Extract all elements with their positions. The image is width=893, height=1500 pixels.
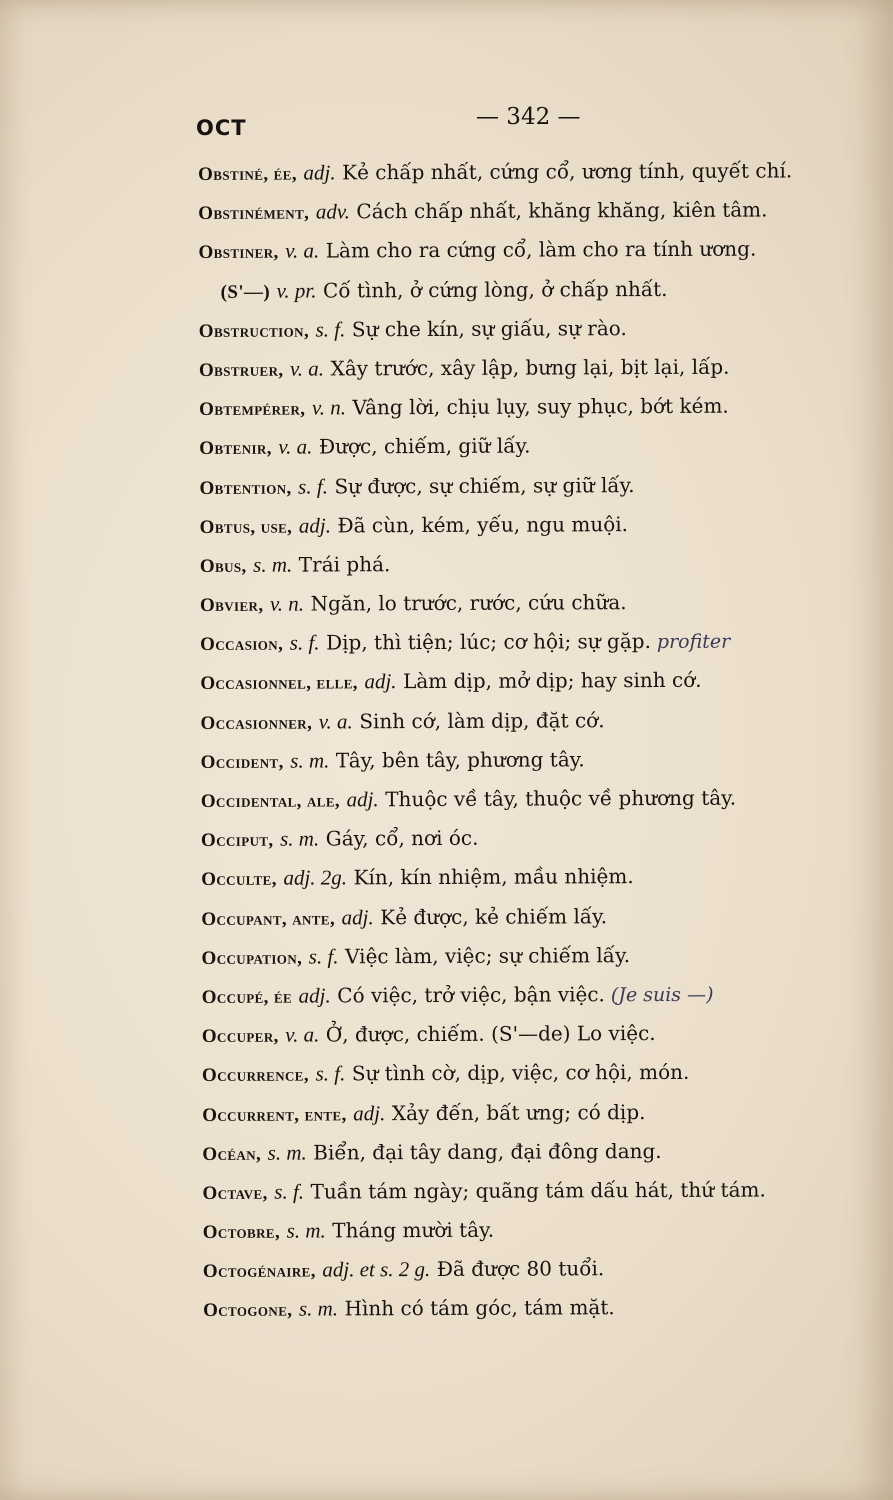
dictionary-entry bbox=[200, 621, 880, 663]
dictionary-entry bbox=[199, 308, 879, 350]
dictionary-entry bbox=[203, 1248, 883, 1290]
entry-grammar: s. f. bbox=[308, 944, 339, 969]
entry-grammar: adj. bbox=[298, 983, 331, 1008]
entry-definition: Có việc, trở việc, bận việc. bbox=[337, 982, 605, 1008]
entry-definition: Tây, bên tây, phương tây. bbox=[335, 747, 585, 773]
entry-headword: (S'—) bbox=[220, 281, 271, 303]
entry-grammar: s. f. bbox=[315, 1061, 346, 1086]
dictionary-entry bbox=[201, 856, 881, 898]
entry-grammar: v. a. bbox=[285, 238, 320, 263]
entry-grammar: v. a. bbox=[285, 1022, 320, 1047]
dictionary-entry bbox=[198, 151, 878, 193]
entry-definition: Sự tình cờ, dịp, việc, cơ hội, món. bbox=[351, 1060, 690, 1086]
entry-definition: Đã được 80 tuổi. bbox=[436, 1256, 605, 1282]
entry-definition: Kẻ được, kẻ chiếm lấy. bbox=[380, 903, 608, 929]
entry-headword: Obtus, use, bbox=[199, 516, 293, 538]
entry-headword: Obtempérer, bbox=[199, 398, 306, 421]
entry-definition: Sinh cớ, làm dịp, đặt cớ. bbox=[359, 707, 605, 733]
entry-definition: Xảy đến, bất ưng; có dịp. bbox=[391, 1099, 646, 1125]
entry-grammar: s. m. bbox=[298, 1296, 339, 1322]
dictionary-entry bbox=[200, 543, 880, 585]
entry-headword: Octobre, bbox=[202, 1221, 281, 1244]
dictionary-entry bbox=[198, 229, 878, 271]
page-number: — 342 — bbox=[476, 104, 581, 130]
dictionary-entry bbox=[201, 817, 881, 859]
entry-headword: Occupant, ante, bbox=[201, 907, 336, 930]
entry-headword: Obstruction, bbox=[198, 320, 310, 342]
entry-headword: Occuper, bbox=[201, 1025, 279, 1048]
entry-definition: Sự được, sự chiếm, sự giữ lấy. bbox=[334, 472, 635, 498]
entry-headword: Occiput, bbox=[200, 829, 274, 852]
entry-definition: Tháng mười tây. bbox=[332, 1217, 495, 1243]
entry-headword: Obstiné, ée, bbox=[198, 163, 298, 185]
entry-definition: Ngăn, lo trước, rước, cứu chữa. bbox=[310, 590, 627, 616]
dictionary-entry bbox=[199, 425, 879, 467]
dictionary-entry bbox=[199, 465, 879, 507]
dictionary-entry bbox=[200, 660, 880, 702]
entry-definition: Việc làm, việc; sự chiếm lấy. bbox=[345, 942, 631, 969]
entry-grammar: s. f. bbox=[289, 630, 320, 655]
entry-headword: Occurrent, ente, bbox=[202, 1103, 347, 1126]
entry-grammar: adj. bbox=[364, 669, 397, 694]
entry-grammar: s. m. bbox=[267, 1140, 307, 1165]
entry-headword: Occasionner, bbox=[200, 712, 313, 734]
entry-headword: Octogone, bbox=[203, 1300, 293, 1322]
entry-grammar: adj. bbox=[341, 904, 374, 929]
entry-headword: Océan, bbox=[202, 1143, 262, 1165]
entry-definition: Làm cho ra cứng cổ, làm cho ra tính ương. bbox=[325, 236, 757, 263]
dictionary-entry bbox=[201, 739, 881, 781]
dictionary-entry bbox=[201, 778, 881, 820]
entry-definition: Trái phá. bbox=[298, 552, 391, 577]
dictionary-entry bbox=[202, 1170, 882, 1212]
entry-definition: Kẻ chấp nhất, cứng cổ, ương tính, quyết chí. bbox=[342, 158, 793, 185]
entry-definition: Hình có tám góc, tám mặt. bbox=[344, 1295, 615, 1321]
entry-grammar: s. m. bbox=[280, 826, 320, 851]
entry-definition: Gáy, cổ, nơi óc. bbox=[325, 825, 479, 851]
dictionary-entry bbox=[202, 974, 882, 1016]
entry-grammar: adj. bbox=[353, 1100, 386, 1125]
entry-definition: Tuần tám ngày; quãng tám dấu hát, thứ tám. bbox=[310, 1177, 766, 1204]
entry-grammar: v. n. bbox=[269, 591, 305, 616]
entry-headword: Occasion, bbox=[200, 633, 284, 656]
entry-headword: Occident, bbox=[200, 751, 284, 773]
entry-headword: Octogénaire, bbox=[202, 1260, 316, 1283]
handwritten-note: (Je suis —) bbox=[610, 983, 714, 1007]
entry-grammar: s. m. bbox=[253, 552, 293, 577]
entry-grammar: v. pr. bbox=[276, 278, 317, 303]
entry-grammar: adv. bbox=[315, 199, 350, 224]
dictionary-entry bbox=[199, 269, 879, 311]
dictionary-entry bbox=[202, 1052, 882, 1094]
entry-grammar: s. f. bbox=[298, 473, 328, 499]
entry-definition: Ở, được, chiếm. (S'—de) Lo việc. bbox=[325, 1021, 656, 1047]
section-heading: OCT bbox=[196, 116, 247, 140]
entry-definition: Sự che kín, sự giấu, sự rào. bbox=[351, 315, 627, 342]
entry-grammar: adj. bbox=[346, 787, 379, 812]
dictionary-entry bbox=[203, 1209, 883, 1251]
entry-definition: Cách chấp nhất, khăng khăng, kiên tâm. bbox=[356, 197, 768, 224]
entry-headword: Occidental, ale, bbox=[200, 790, 341, 812]
entry-headword: Occupé, ée bbox=[201, 986, 293, 1008]
dictionary-entry bbox=[202, 1131, 882, 1173]
handwritten-note: profiter bbox=[656, 630, 731, 654]
entry-headword: Occurrence, bbox=[201, 1064, 310, 1087]
entry-headword: Obtenir, bbox=[199, 437, 272, 460]
entry-definition: Cố tình, ở cứng lòng, ở chấp nhất. bbox=[322, 276, 668, 303]
entry-headword: Obstiner, bbox=[198, 242, 279, 264]
entry-definition: Đã cùn, kém, yếu, ngu muội. bbox=[337, 511, 629, 538]
entry-headword: Obtention, bbox=[199, 477, 292, 499]
entry-headword: Occasionnel, elle, bbox=[200, 672, 358, 695]
entry-grammar: v. a. bbox=[289, 356, 325, 381]
entry-grammar: s. f. bbox=[274, 1179, 305, 1204]
entry-headword: Obus, bbox=[199, 555, 247, 577]
page-header bbox=[0, 100, 893, 140]
entry-grammar: adj. et s. 2 g. bbox=[322, 1257, 431, 1282]
dictionary-entry bbox=[202, 1013, 882, 1055]
entry-headword: Octave, bbox=[202, 1182, 268, 1204]
entry-definition: Xây trước, xây lập, bưng lại, bịt lại, lấp. bbox=[330, 354, 730, 381]
entry-definition: Biển, đại tây dang, đại đông dang. bbox=[313, 1138, 662, 1165]
entry-definition: Dịp, thì tiện; lúc; cơ hội; sự gặp. bbox=[326, 629, 651, 655]
entry-grammar: adj. bbox=[298, 513, 331, 538]
dictionary-entry bbox=[199, 386, 879, 428]
dictionary-entry bbox=[202, 1092, 882, 1134]
entry-definition: Kín, kín nhiệm, mầu nhiệm. bbox=[353, 864, 634, 890]
dictionary-entry bbox=[201, 935, 881, 977]
dictionary-entry bbox=[201, 896, 881, 938]
entry-definition: Thuộc về tây, thuộc về phương tây. bbox=[385, 785, 737, 812]
entry-grammar: v. n. bbox=[311, 395, 346, 420]
entry-headword: Obstruer, bbox=[198, 359, 284, 381]
dictionary-entry bbox=[200, 700, 880, 742]
entry-list bbox=[198, 151, 883, 1330]
entry-grammar: s. m. bbox=[286, 1218, 326, 1243]
entry-grammar: s. m. bbox=[290, 748, 330, 773]
entry-definition: Làm dịp, mở dịp; hay sinh cớ. bbox=[403, 668, 702, 694]
entry-definition: Được, chiếm, giữ lấy. bbox=[318, 433, 531, 459]
entry-grammar: adj. bbox=[303, 160, 336, 185]
dictionary-entry bbox=[200, 504, 880, 546]
dictionary-entry bbox=[199, 347, 879, 389]
entry-headword: Occulte, bbox=[201, 869, 277, 891]
entry-grammar: v. a. bbox=[318, 708, 353, 734]
entry-headword: Occupation, bbox=[201, 947, 303, 969]
dictionary-entry bbox=[198, 190, 878, 232]
entry-grammar: s. f. bbox=[315, 317, 346, 342]
dictionary-entry bbox=[203, 1287, 883, 1329]
entry-grammar: v. a. bbox=[278, 434, 313, 459]
entry-headword: Obstinément, bbox=[198, 202, 310, 225]
entry-definition: Vâng lời, chịu lụy, suy phục, bớt kém. bbox=[352, 393, 729, 420]
dictionary-entry bbox=[200, 582, 880, 624]
entry-grammar: adj. 2g. bbox=[283, 865, 348, 891]
entry-headword: Obvier, bbox=[199, 594, 264, 617]
